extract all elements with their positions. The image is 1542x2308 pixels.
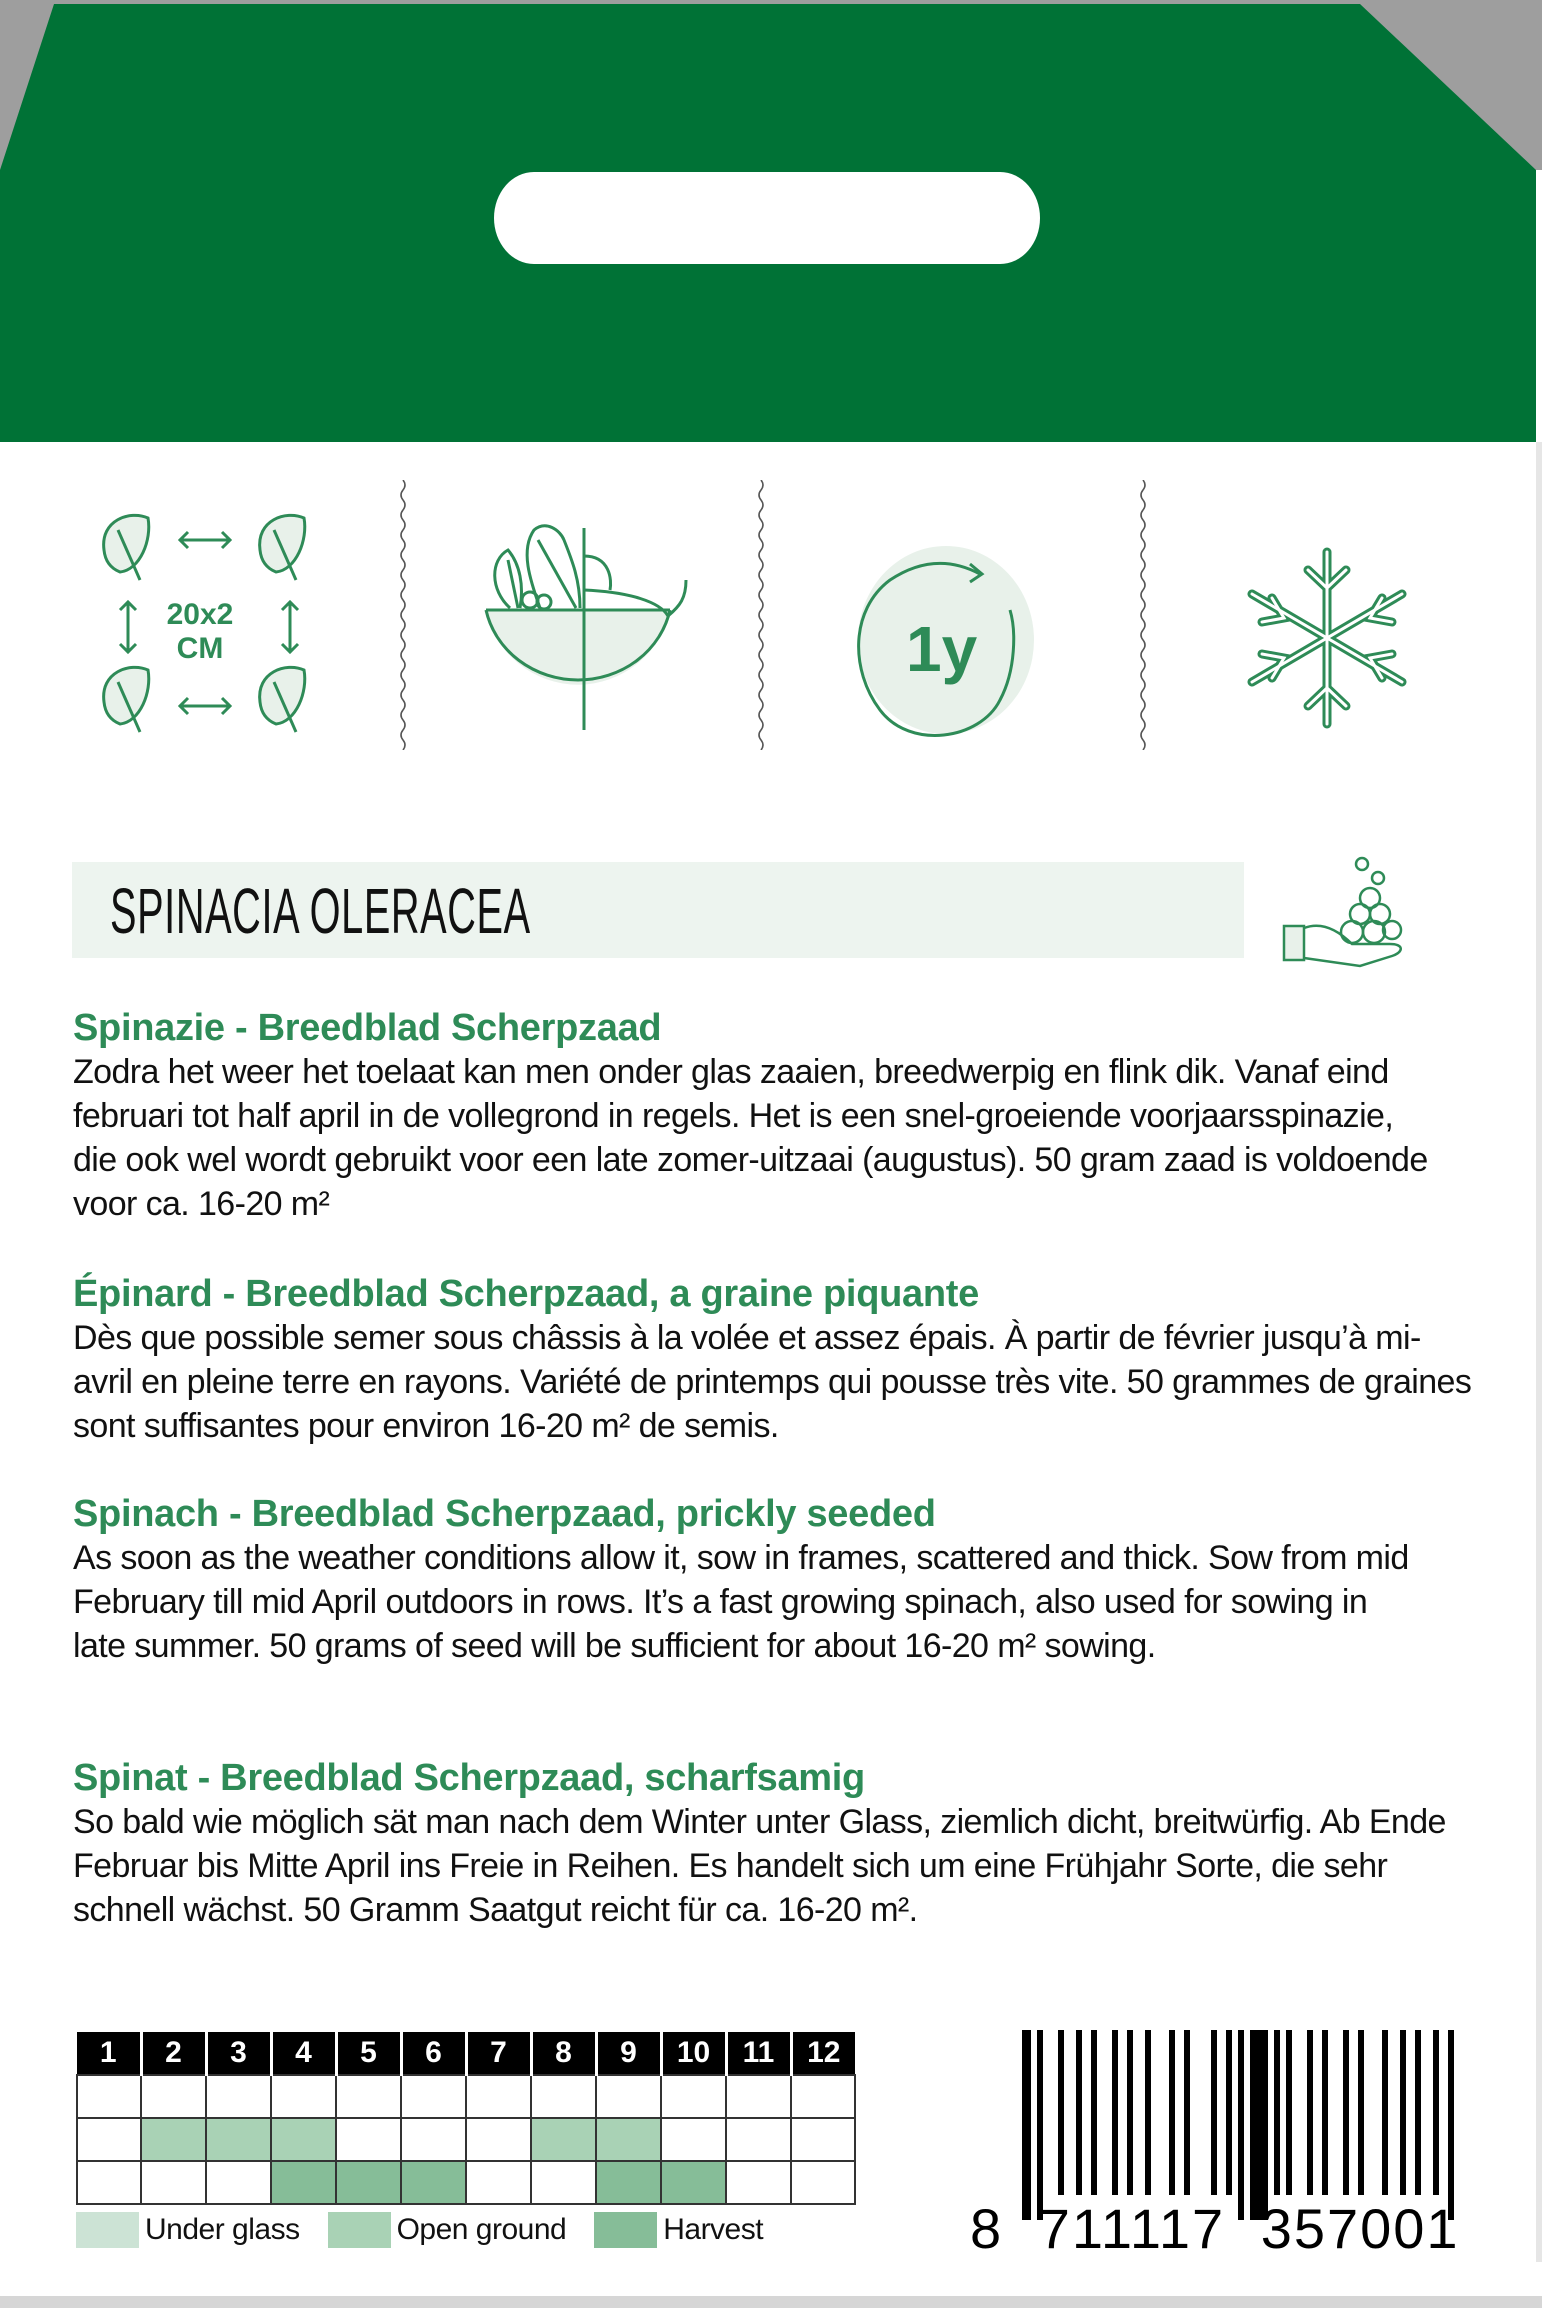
calendar-cell bbox=[726, 2118, 791, 2161]
month-header-row bbox=[77, 2032, 855, 2075]
calendar-cell bbox=[531, 2161, 596, 2204]
legend-swatch-under-glass bbox=[76, 2212, 139, 2248]
info-icons-row bbox=[0, 480, 1542, 770]
sowing-calendar bbox=[76, 2032, 856, 2205]
calendar-cell bbox=[141, 2118, 206, 2161]
section-body: Zodra het weer het toelaat kan men onder glas zaaien, breedwerpig en flink dik. Vanaf eind februari tot half april in de vollegrond in regels. Het is een snel-groeiende voorjaarsspinazie, die ook wel wordt gebruikt voor een late zomer-uitzaai (augustus). 50 gram zaad is voldoende voor ca. 16-20 m² bbox=[73, 1053, 1428, 1223]
calendar-cell bbox=[791, 2075, 855, 2118]
divider-wavy-line bbox=[756, 480, 766, 750]
legend-swatch-harvest bbox=[594, 2212, 657, 2248]
legend-label: Open ground bbox=[396, 2213, 567, 2246]
calendar-cell bbox=[336, 2118, 401, 2161]
calendar-cell bbox=[77, 2118, 141, 2161]
calendar-cell bbox=[77, 2161, 141, 2204]
packet-bottom-edge bbox=[0, 2296, 1542, 2308]
calendar-cell bbox=[596, 2075, 661, 2118]
section-title: Spinach - Breedblad Scherpzaad, prickly seeded bbox=[73, 1493, 936, 1535]
calendar-cell bbox=[791, 2161, 855, 2204]
month-6: 6 bbox=[401, 2032, 466, 2075]
calendar-cell bbox=[726, 2075, 791, 2118]
calendar-cell bbox=[531, 2075, 596, 2118]
calendar-legend bbox=[76, 2212, 791, 2248]
calendar-cell bbox=[206, 2118, 271, 2161]
month-2: 2 bbox=[141, 2032, 206, 2075]
calendar-row bbox=[77, 2075, 855, 2118]
hanging-hole bbox=[494, 172, 1040, 264]
calendar-cell bbox=[77, 2075, 141, 2118]
calendar-cell bbox=[661, 2075, 726, 2118]
description-dutch bbox=[73, 1006, 1473, 1226]
month-9: 9 bbox=[596, 2032, 661, 2075]
section-title: Épinard - Breedblad Scherpzaad, a graine piquante bbox=[73, 1273, 979, 1315]
calendar-cell bbox=[206, 2161, 271, 2204]
month-4: 4 bbox=[271, 2032, 336, 2075]
calendar-cell bbox=[661, 2118, 726, 2161]
description-french bbox=[73, 1272, 1473, 1448]
calendar-cell bbox=[661, 2161, 726, 2204]
spacing-label: 20x2 CM bbox=[166, 598, 234, 665]
description-english bbox=[73, 1492, 1473, 1668]
calendar-cell bbox=[206, 2075, 271, 2118]
divider-wavy-line bbox=[398, 480, 408, 750]
latin-name: SPINACIA OLERACEA bbox=[110, 875, 531, 947]
calendar-cell bbox=[141, 2161, 206, 2204]
legend-label: Harvest bbox=[663, 2213, 764, 2246]
section-title: Spinazie - Breedblad Scherpzaad bbox=[73, 1007, 662, 1049]
calendar-cell bbox=[726, 2161, 791, 2204]
calendar-grid bbox=[76, 2032, 856, 2205]
calendar-cell bbox=[271, 2075, 336, 2118]
snowflake-frost-hardy-icon bbox=[1242, 546, 1412, 730]
calendar-cell bbox=[531, 2118, 596, 2161]
month-5: 5 bbox=[336, 2032, 401, 2075]
legend-swatch-open-ground bbox=[328, 2212, 391, 2248]
calendar-cell bbox=[791, 2118, 855, 2161]
calendar-cell bbox=[271, 2118, 336, 2161]
legend-label: Under glass bbox=[145, 2213, 300, 2246]
month-3: 3 bbox=[206, 2032, 271, 2075]
section-body: Dès que possible semer sous châssis à la volée et assez épais. À partir de février jusqu’à mi-avril en pleine terre en rayons. Variété de printemps qui pousse très vite. 50 grammes de graines sont suffisantes pour environ 16-20 m² de semis. bbox=[73, 1319, 1472, 1445]
section-body: As soon as the weather conditions allow it, sow in frames, scattered and thick. Sow from mid February till mid April outdoors in rows. It’s a fast growing spinach, also used for sowing in late summer. 50 grams of seed will be sufficient for about 16-20 m² sowing. bbox=[73, 1539, 1409, 1665]
divider-wavy-line bbox=[1138, 480, 1148, 750]
calendar-row bbox=[77, 2161, 855, 2204]
section-title: Spinat - Breedblad Scherpzaad, scharfsamig bbox=[73, 1757, 865, 1799]
month-12: 12 bbox=[791, 2032, 855, 2075]
lifecycle-label: 1y bbox=[906, 613, 978, 685]
description-german bbox=[73, 1756, 1473, 1932]
section-body: So bald wie möglich sät man nach dem Winter unter Glass, ziemlich dicht, breitwürfig. Ab Ende Februar bis Mitte April ins Freie in Reihen. Es handelt sich um eine Frühjahr Sorte, die sehr schnell wächst. 50 Gramm Saatgut reicht für ca. 16-20 m². bbox=[73, 1803, 1446, 1929]
calendar-row bbox=[77, 2118, 855, 2161]
vegetable-bowl-icon bbox=[480, 520, 710, 740]
calendar-cell bbox=[466, 2118, 531, 2161]
calendar-cell bbox=[401, 2161, 466, 2204]
calendar-cell bbox=[336, 2075, 401, 2118]
month-8: 8 bbox=[531, 2032, 596, 2075]
month-10: 10 bbox=[661, 2032, 726, 2075]
seeds-in-hand-icon bbox=[1280, 848, 1410, 968]
barcode-number: 8 711117 357001 bbox=[970, 2197, 1460, 2260]
calendar-cell bbox=[141, 2075, 206, 2118]
month-11: 11 bbox=[726, 2032, 791, 2075]
calendar-cell bbox=[466, 2075, 531, 2118]
calendar-cell bbox=[466, 2161, 531, 2204]
month-1: 1 bbox=[77, 2032, 141, 2075]
calendar-cell bbox=[401, 2075, 466, 2118]
calendar-cell bbox=[336, 2161, 401, 2204]
calendar-cell bbox=[271, 2161, 336, 2204]
calendar-cell bbox=[596, 2118, 661, 2161]
calendar-cell bbox=[401, 2118, 466, 2161]
calendar-cell bbox=[596, 2161, 661, 2204]
month-7: 7 bbox=[466, 2032, 531, 2075]
